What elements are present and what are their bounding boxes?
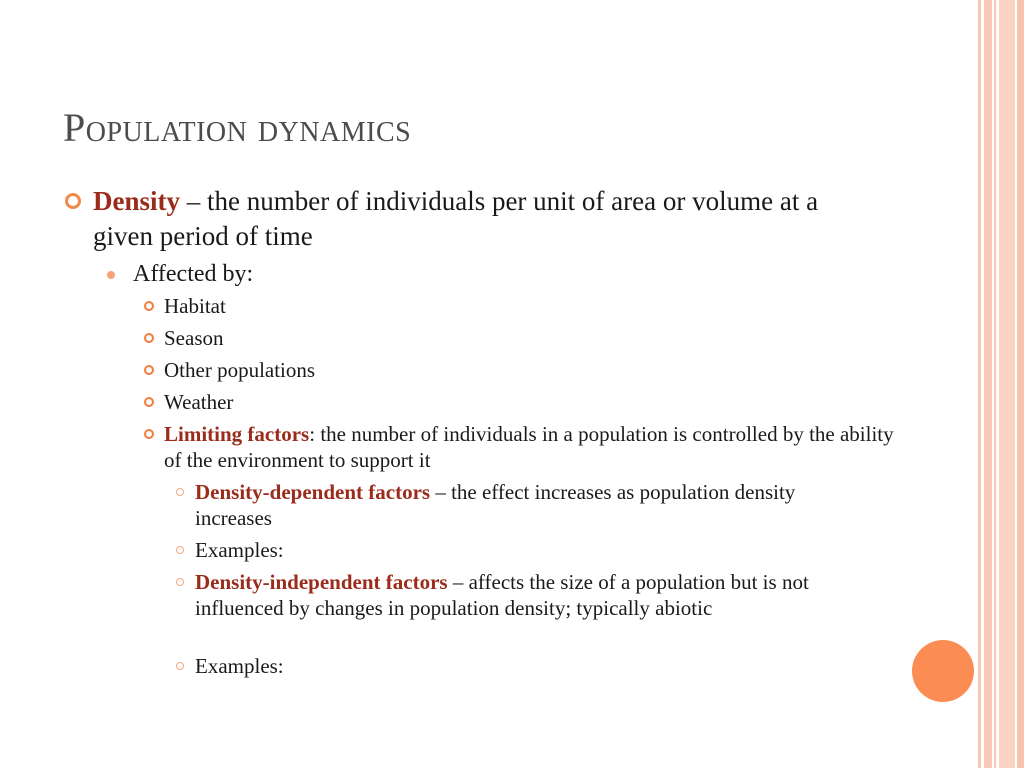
ring-bullet-icon	[65, 193, 81, 209]
bullet-habitat: Habitat	[164, 294, 226, 318]
slide-title: Population dynamics	[63, 105, 412, 150]
ring-bullet-icon	[144, 365, 154, 375]
decorative-stripe	[999, 0, 1015, 768]
bullet-density-dependent	[195, 479, 855, 531]
ring-bullet-icon	[144, 397, 154, 407]
density-independent-definition: – affects the size of a population but is not influenced by changes in population density; typically abiotic	[195, 570, 809, 620]
bullet-examples-1: Examples:	[195, 538, 284, 562]
decorative-stripe	[978, 0, 981, 768]
decorative-stripe	[984, 0, 992, 768]
ring-bullet-icon	[176, 662, 184, 670]
ring-bullet-icon	[176, 578, 184, 586]
bullet-density-independent	[195, 569, 855, 621]
bullet-affected-by: Affected by:	[133, 261, 254, 287]
term-density-dependent: Density-dependent factors	[195, 480, 431, 504]
term-density-independent: Density-independent factors	[195, 570, 448, 594]
bullet-weather: Weather	[164, 390, 234, 414]
bullet-examples-2: Examples:	[195, 654, 284, 678]
bullet-other-populations: Other populations	[164, 358, 316, 382]
bullet-season: Season	[164, 326, 224, 350]
bullet-limiting-factors	[164, 421, 894, 473]
decorative-stripe	[1017, 0, 1024, 768]
ring-bullet-icon	[144, 333, 154, 343]
ring-bullet-icon	[144, 301, 154, 311]
ring-bullet-icon	[144, 429, 154, 439]
decorative-circle	[912, 640, 974, 702]
ring-bullet-icon	[176, 488, 184, 496]
density-dependent-definition: – the effect increases as population density increases	[195, 480, 796, 530]
term-density: Density	[93, 186, 180, 216]
density-definition: – the number of individuals per unit of area or volume at a given period of time	[93, 186, 819, 251]
dot-bullet-icon	[107, 271, 115, 279]
bullet-density	[93, 184, 883, 254]
ring-bullet-icon	[176, 546, 184, 554]
term-limiting-factors: Limiting factors	[164, 422, 310, 446]
decorative-stripe	[994, 0, 996, 768]
limiting-factors-definition: : the number of individuals in a population is controlled by the ability of the environment to support it	[164, 422, 894, 472]
